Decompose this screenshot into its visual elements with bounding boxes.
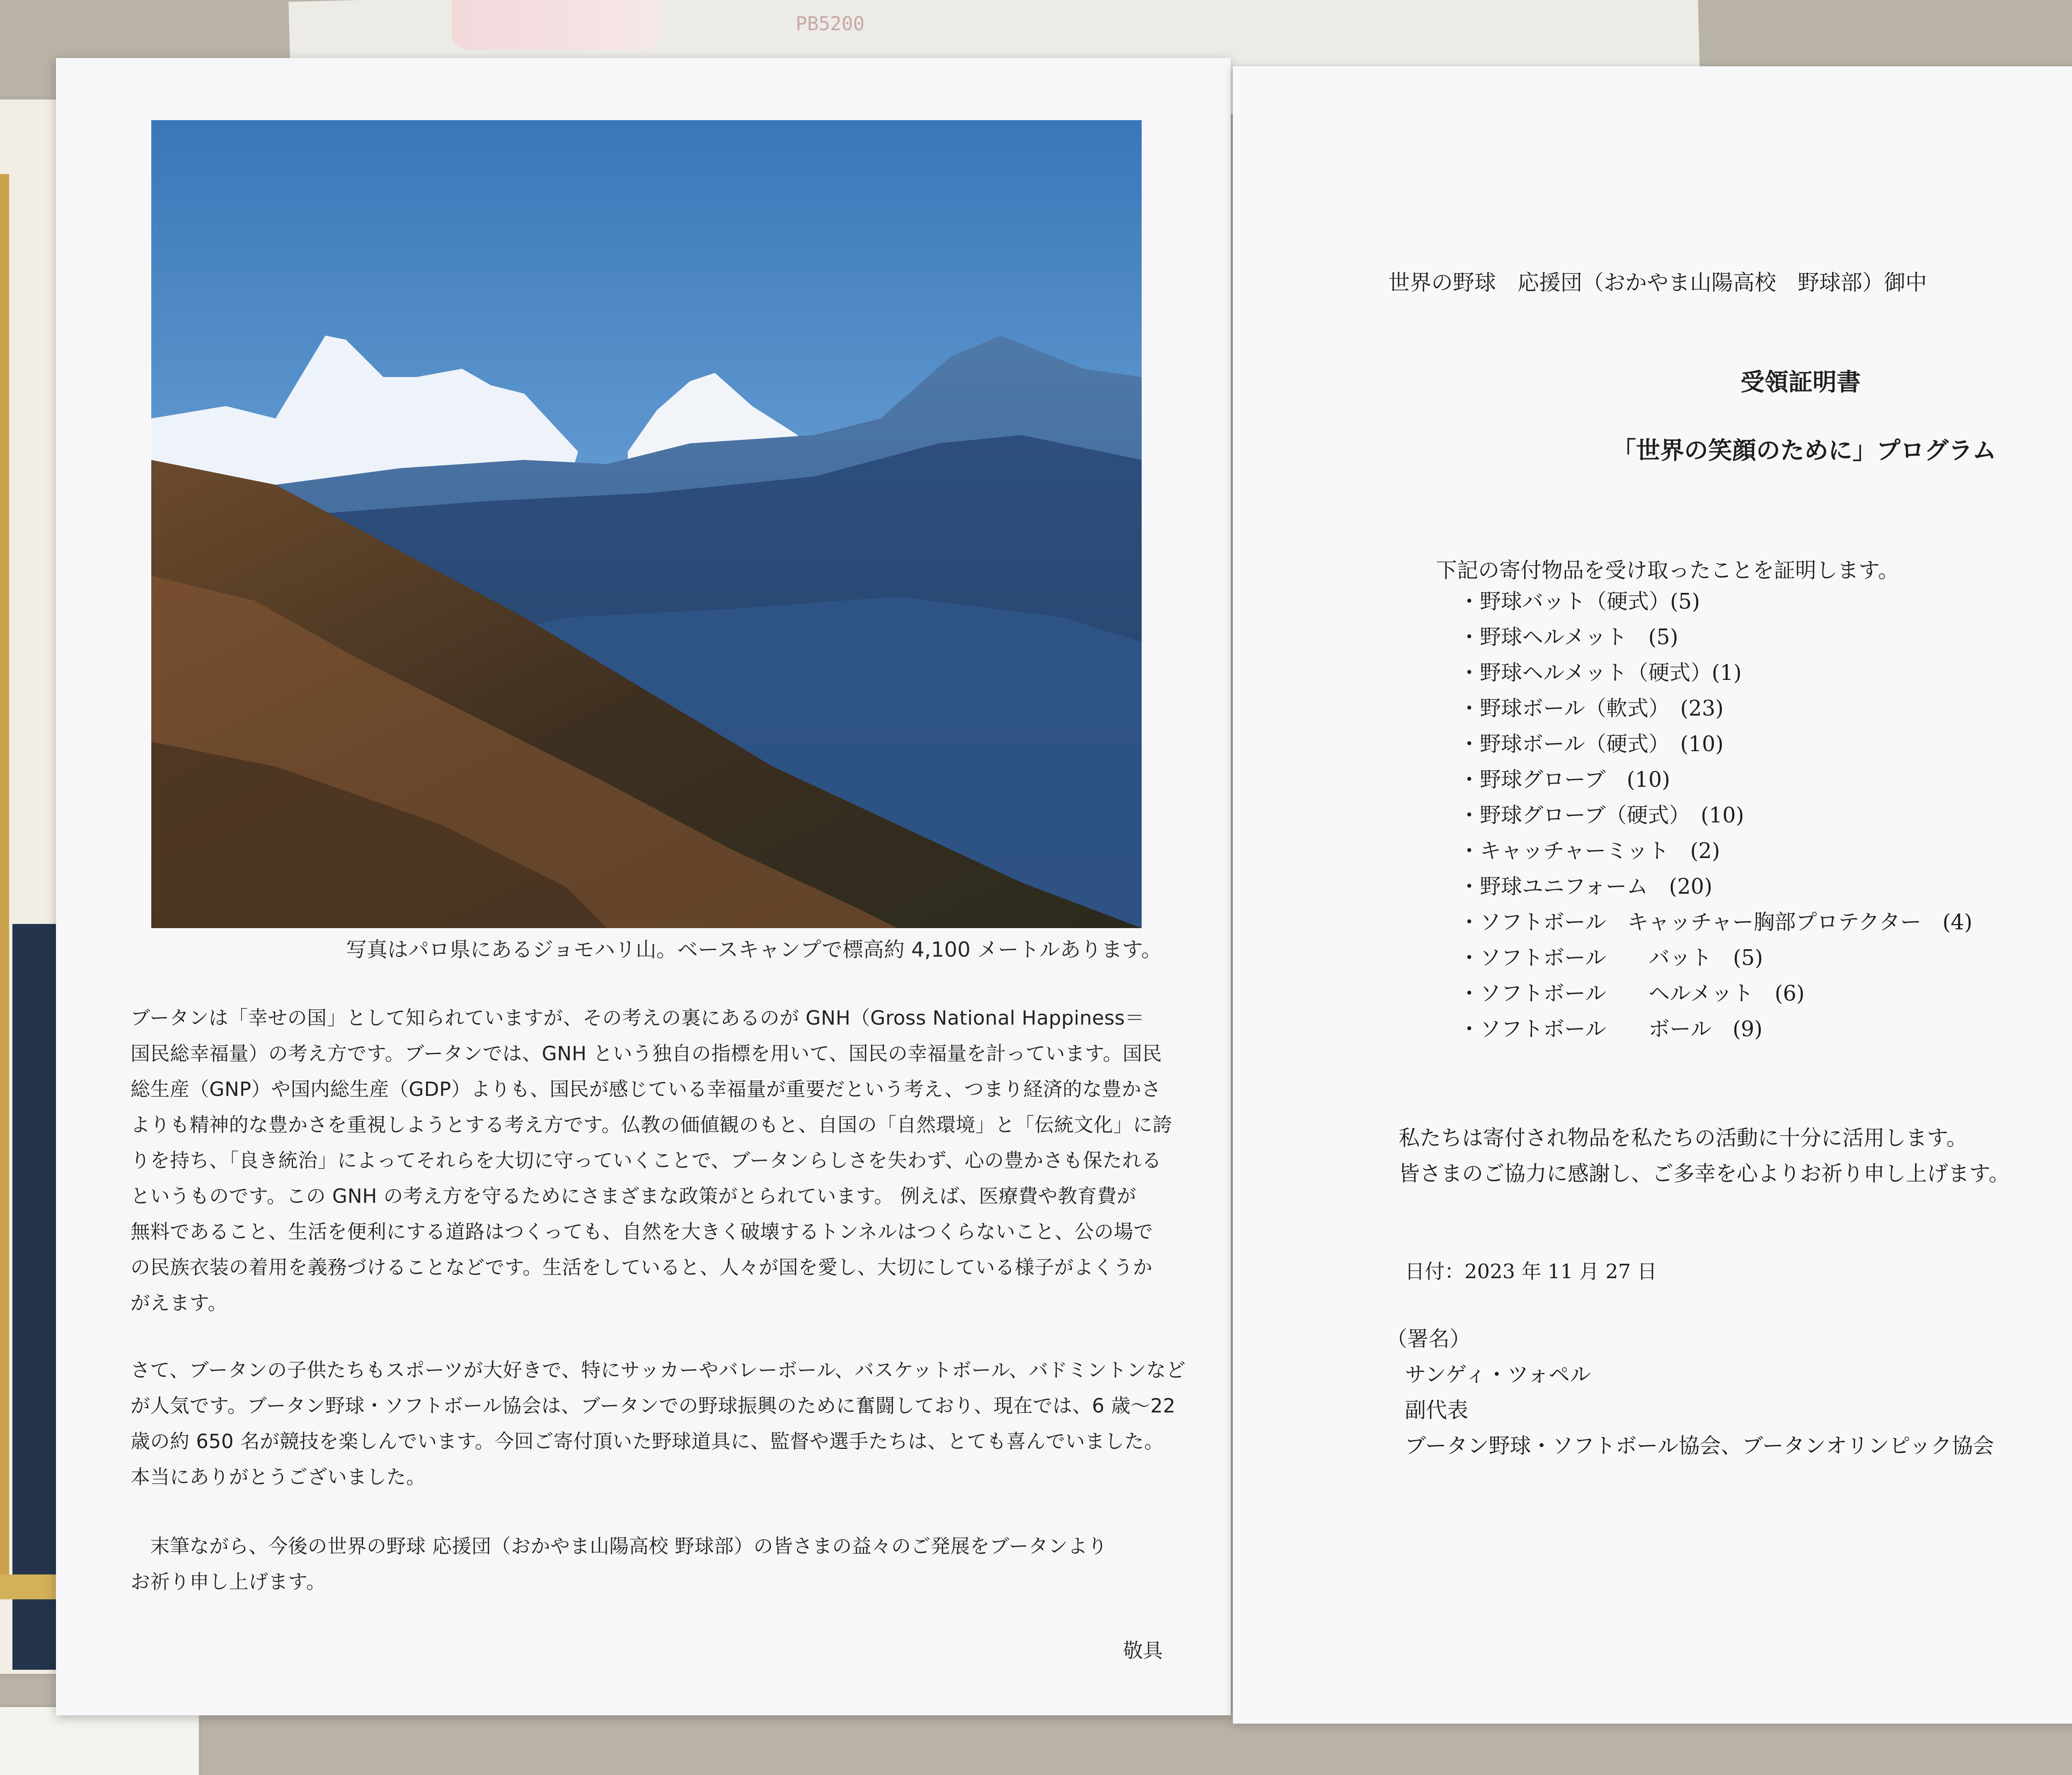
signer-title: 副代表 (1405, 1398, 1469, 1423)
background-gold-border (0, 174, 9, 1583)
program-title: 「世界の笑顔のために」プログラム (1612, 436, 1997, 464)
text-line: りを持ち、「良き統治」によってそれらを大切に守っていくことで、ブータンらしさを失わず、心の豊かさも保たれる (131, 1149, 1162, 1172)
list-item: ・野球ヘルメット（硬式）(1) (1459, 661, 1742, 685)
certificate-intro: 下記の寄付物品を受け取ったことを証明します。 (1436, 559, 1899, 583)
list-item: ・ソフトボール ボール (9) (1459, 1017, 1763, 1042)
text-line: 本当にありがとうございました。 (131, 1466, 426, 1489)
text-line: お祈り申し上げます。 (131, 1571, 326, 1594)
text-line: 国民総幸福量）の考え方です。ブータンでは、GNH という独自の指標を用いて、国民の幸福量を計っています。国民 (131, 1042, 1162, 1065)
certificate-addressee: 世界の野球 応援団（おかやま山陽高校 野球部）御中 (1388, 271, 1927, 295)
list-item: ・ソフトボール キャッチャー胸部プロテクター (4) (1459, 910, 1973, 935)
list-item: ・ソフトボール ヘルメット (6) (1459, 982, 1805, 1006)
text-line: ブータンは「幸せの国」として知られていますが、その考えの裏にあるのが GNH（Gross National Happiness＝ (131, 1007, 1145, 1030)
certificate-closing (1399, 1121, 2010, 1192)
list-item: ・野球バット（硬式）(5) (1459, 590, 1700, 614)
text-line: 皆さまのご協力に感謝し、ご多幸を心よりお祈り申し上げます。 (1399, 1162, 2010, 1186)
text-line: 私たちは寄付され物品を私たちの活動に十分に活用します。 (1399, 1126, 1968, 1151)
text-line: 末筆ながら、今後の世界の野球 応援団（おかやま山陽高校 野球部）の皆さまの益々のご発展をブータンより (131, 1535, 1107, 1558)
background-stamp-text: PB5200 (796, 12, 865, 35)
list-item: ・ソフトボール バット (5) (1459, 946, 1763, 970)
list-item: ・キャッチャーミット (2) (1459, 839, 1720, 863)
text-line: 歳の約 650 名が競技を楽しんでいます。今回ご寄付頂いた野球道具に、監督や選手たちは、とても喜んでいました。 (131, 1430, 1164, 1453)
certificate-date: 日付：2023 年 11 月 27 日 (1405, 1260, 1657, 1283)
list-item: ・野球ボール（硬式） (10) (1459, 732, 1724, 757)
certificate-page (1233, 66, 2072, 1724)
text-line: の民族衣装の着用を義務づけることなどです。生活をしていると、人々が国を愛し、大切にしている様子がよくうか (131, 1256, 1153, 1279)
list-item: ・野球グローブ（硬式） (10) (1459, 803, 1744, 828)
background-stamp (452, 0, 659, 50)
mountain-photo (151, 120, 1142, 928)
text-line: 無料であること、生活を便利にする道路はつくっても、自然を大きく破壊するトンネルはつくらないこと、公の場で (131, 1221, 1153, 1243)
letter-closing: 敬具 (1123, 1639, 1163, 1662)
letter-page (56, 58, 1231, 1715)
signature-label: （署名） (1386, 1327, 1471, 1352)
list-item: ・野球ヘルメット (5) (1459, 625, 1678, 650)
list-item: ・野球ユニフォーム (20) (1459, 875, 1713, 899)
letter-paragraph-1 (131, 1001, 1241, 1321)
signer-name: サンゲィ・ツォペル (1405, 1363, 1591, 1387)
list-item: ・野球ボール（軟式） (23) (1459, 696, 1724, 721)
list-item: ・野球グローブ (10) (1459, 768, 1670, 792)
background-bottom-sheet (0, 1707, 199, 1775)
photo-caption: 写真はパロ県にあるジョモハリ山。ベースキャンプで標高約 4,100 メートルあります。 (346, 938, 1162, 962)
text-line: がえます。 (131, 1292, 228, 1315)
text-line: さて、ブータンの子供たちもスポーツが大好きで、特にサッカーやバレーボール、バスケットボール、バドミントンなど (131, 1359, 1186, 1382)
text-line: よりも精神的な豊かさを重視しようとする考え方です。仏教の価値観のもと、自国の「自然環境」と「伝統文化」に誇 (131, 1114, 1172, 1137)
signer-organization: ブータン野球・ソフトボール協会、ブータンオリンピック協会 (1405, 1434, 1994, 1458)
background-gold-band (0, 1574, 62, 1599)
text-line: というものです。この GNH の考え方を守るためにさまざまな政策がとられています。 例えば、医療費や教育費が (131, 1185, 1137, 1208)
text-line: が人気です。ブータン野球・ソフトボール協会は、ブータンでの野球振興のために奮闘しており、現在では、6 歳～22 (131, 1395, 1176, 1417)
signature-block (1386, 1322, 1994, 1464)
text-line: 総生産（GNP）や国内総生産（GDP）よりも、国民が感じている幸福量が重要だという考え、つまり経済的な豊かさ (131, 1078, 1161, 1101)
letter-paragraph-2 (131, 1353, 1241, 1495)
letter-paragraph-3 (131, 1529, 1241, 1600)
donated-items-list (1459, 584, 1973, 1047)
certificate-title: 受領証明書 (1740, 368, 1861, 396)
